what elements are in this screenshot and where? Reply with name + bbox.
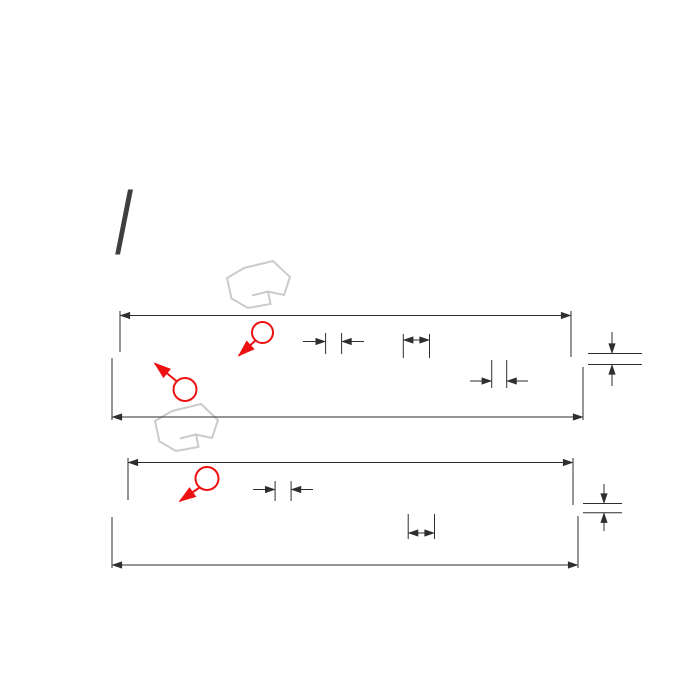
brand-logo-icon (155, 404, 218, 451)
header (0, 0, 700, 56)
brand-logo-icon (227, 261, 290, 308)
label-r-circle (196, 467, 219, 490)
label-b-circle (252, 322, 273, 343)
sheet-3d-view (115, 190, 133, 255)
cross-section-ab (112, 311, 642, 420)
cross-section-r (112, 458, 622, 568)
sheet-cut-edge (115, 190, 133, 255)
watermark-1 (227, 261, 290, 308)
watermark-2 (155, 404, 218, 451)
label-a-circle (174, 378, 197, 401)
